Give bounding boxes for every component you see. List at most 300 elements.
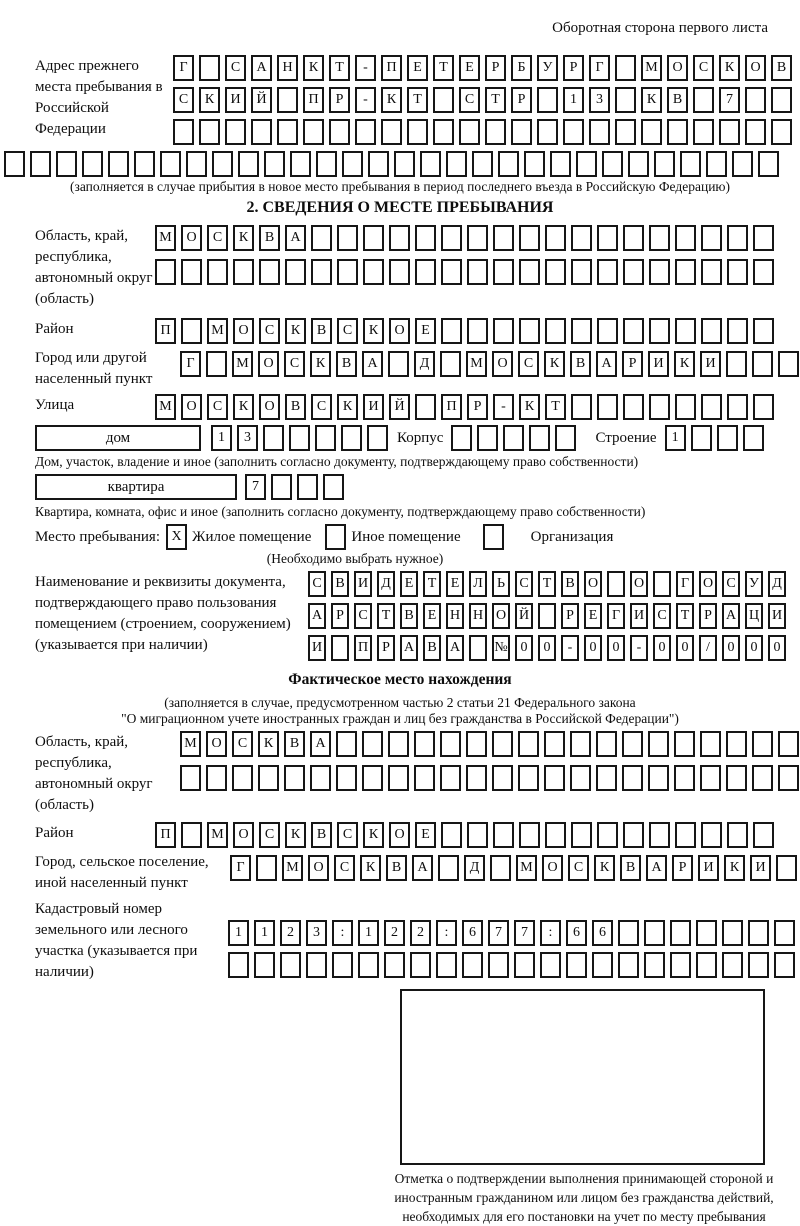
form-cell[interactable]: О: [181, 225, 202, 251]
form-cell[interactable]: С: [311, 394, 332, 420]
form-cell[interactable]: К: [719, 55, 740, 81]
form-cell[interactable]: П: [155, 318, 176, 344]
form-cell[interactable]: [753, 394, 774, 420]
form-cell[interactable]: [388, 765, 409, 791]
form-cell[interactable]: [524, 151, 545, 177]
form-cell[interactable]: И: [648, 351, 669, 377]
form-cell[interactable]: П: [303, 87, 324, 113]
form-cell[interactable]: И: [225, 87, 246, 113]
form-cell[interactable]: И: [768, 603, 786, 629]
form-cell[interactable]: [290, 151, 311, 177]
form-cell[interactable]: 3: [306, 920, 327, 946]
form-cell[interactable]: [670, 952, 691, 978]
form-cell[interactable]: 1: [358, 920, 379, 946]
form-cell[interactable]: [134, 151, 155, 177]
form-cell[interactable]: К: [519, 394, 540, 420]
form-cell[interactable]: [570, 731, 591, 757]
form-cell[interactable]: [477, 425, 498, 451]
form-cell[interactable]: К: [363, 318, 384, 344]
form-cell[interactable]: [727, 822, 748, 848]
form-cell[interactable]: [752, 351, 773, 377]
form-cell[interactable]: 0: [768, 635, 786, 661]
cadastre-row-2[interactable]: [228, 952, 800, 978]
form-cell[interactable]: [571, 394, 592, 420]
form-cell[interactable]: [571, 225, 592, 251]
form-cell[interactable]: [519, 259, 540, 285]
form-cell[interactable]: [726, 731, 747, 757]
form-cell[interactable]: [311, 259, 332, 285]
form-cell[interactable]: -: [355, 55, 376, 81]
form-cell[interactable]: [722, 920, 743, 946]
form-cell[interactable]: [537, 119, 558, 145]
form-cell[interactable]: [597, 394, 618, 420]
form-cell[interactable]: [415, 259, 436, 285]
form-cell[interactable]: [206, 351, 227, 377]
form-cell[interactable]: [503, 425, 524, 451]
form-cell[interactable]: Е: [415, 822, 436, 848]
form-cell[interactable]: [745, 119, 766, 145]
form-cell[interactable]: Р: [622, 351, 643, 377]
form-cell[interactable]: С: [337, 318, 358, 344]
form-cell[interactable]: [232, 765, 253, 791]
form-cell[interactable]: [674, 731, 695, 757]
form-cell[interactable]: Й: [515, 603, 533, 629]
form-cell[interactable]: [285, 259, 306, 285]
form-cell[interactable]: [155, 259, 176, 285]
form-cell[interactable]: И: [308, 635, 326, 661]
form-cell[interactable]: [316, 151, 337, 177]
form-cell[interactable]: [436, 952, 457, 978]
form-cell[interactable]: 1: [211, 425, 232, 451]
form-cell[interactable]: А: [285, 225, 306, 251]
form-cell[interactable]: [727, 259, 748, 285]
form-cell[interactable]: [701, 318, 722, 344]
form-cell[interactable]: [644, 920, 665, 946]
form-cell[interactable]: -: [630, 635, 648, 661]
form-cell[interactable]: С: [232, 731, 253, 757]
form-cell[interactable]: [173, 119, 194, 145]
form-cell[interactable]: [388, 731, 409, 757]
form-cell[interactable]: [199, 55, 220, 81]
form-cell[interactable]: К: [594, 855, 615, 881]
form-cell[interactable]: Р: [561, 603, 579, 629]
form-cell[interactable]: [727, 394, 748, 420]
form-cell[interactable]: [732, 151, 753, 177]
form-cell[interactable]: И: [630, 603, 648, 629]
form-cell[interactable]: Д: [768, 571, 786, 597]
form-cell[interactable]: Д: [414, 351, 435, 377]
form-cell[interactable]: Т: [538, 571, 556, 597]
form-cell[interactable]: [207, 259, 228, 285]
form-cell[interactable]: [648, 731, 669, 757]
form-cell[interactable]: В: [570, 351, 591, 377]
form-cell[interactable]: [674, 765, 695, 791]
form-cell[interactable]: [571, 259, 592, 285]
form-cell[interactable]: [529, 425, 550, 451]
form-cell[interactable]: [778, 765, 799, 791]
form-cell[interactable]: /: [699, 635, 717, 661]
form-cell[interactable]: [544, 765, 565, 791]
form-cell[interactable]: 3: [589, 87, 610, 113]
form-cell[interactable]: [388, 351, 409, 377]
form-cell[interactable]: [160, 151, 181, 177]
form-cell[interactable]: :: [540, 920, 561, 946]
form-cell[interactable]: Т: [329, 55, 350, 81]
form-cell[interactable]: [440, 351, 461, 377]
form-cell[interactable]: Е: [423, 603, 441, 629]
form-cell[interactable]: [675, 822, 696, 848]
form-cell[interactable]: 0: [653, 635, 671, 661]
form-cell[interactable]: В: [284, 731, 305, 757]
form-cell[interactable]: В: [423, 635, 441, 661]
form-cell[interactable]: [441, 225, 462, 251]
form-cell[interactable]: С: [173, 87, 194, 113]
form-cell[interactable]: [538, 603, 556, 629]
form-cell[interactable]: [108, 151, 129, 177]
form-cell[interactable]: [466, 731, 487, 757]
form-cell[interactable]: [563, 119, 584, 145]
form-cell[interactable]: Е: [584, 603, 602, 629]
form-cell[interactable]: С: [259, 318, 280, 344]
form-cell[interactable]: [727, 225, 748, 251]
form-cell[interactable]: О: [233, 318, 254, 344]
region-row-2[interactable]: [155, 259, 779, 285]
form-cell[interactable]: Н: [469, 603, 487, 629]
form-cell[interactable]: С: [207, 394, 228, 420]
form-cell[interactable]: [644, 952, 665, 978]
form-cell[interactable]: [607, 571, 625, 597]
form-cell[interactable]: [758, 151, 779, 177]
form-cell[interactable]: С: [284, 351, 305, 377]
form-cell[interactable]: [597, 259, 618, 285]
form-cell[interactable]: [4, 151, 25, 177]
form-cell[interactable]: В: [667, 87, 688, 113]
form-cell[interactable]: [363, 259, 384, 285]
fact-city-row[interactable]: [230, 855, 800, 881]
form-cell[interactable]: 0: [607, 635, 625, 661]
form-cell[interactable]: О: [233, 822, 254, 848]
form-cell[interactable]: Д: [377, 571, 395, 597]
form-cell[interactable]: [545, 822, 566, 848]
form-cell[interactable]: [518, 731, 539, 757]
form-cell[interactable]: [228, 952, 249, 978]
form-cell[interactable]: [696, 952, 717, 978]
form-cell[interactable]: [700, 731, 721, 757]
form-cell[interactable]: [550, 151, 571, 177]
form-cell[interactable]: В: [386, 855, 407, 881]
form-cell[interactable]: [336, 765, 357, 791]
form-cell[interactable]: Р: [485, 55, 506, 81]
form-cell[interactable]: [566, 952, 587, 978]
form-cell[interactable]: [440, 731, 461, 757]
form-cell[interactable]: [303, 119, 324, 145]
form-cell[interactable]: [753, 259, 774, 285]
form-cell[interactable]: [488, 952, 509, 978]
form-cell[interactable]: [264, 151, 285, 177]
fact-region-row-2[interactable]: [180, 765, 800, 791]
form-cell[interactable]: [615, 119, 636, 145]
form-cell[interactable]: [596, 731, 617, 757]
form-cell[interactable]: [592, 952, 613, 978]
form-cell[interactable]: [337, 259, 358, 285]
form-cell[interactable]: Й: [389, 394, 410, 420]
form-cell[interactable]: И: [750, 855, 771, 881]
form-cell[interactable]: [493, 822, 514, 848]
form-cell[interactable]: [675, 318, 696, 344]
form-cell[interactable]: Р: [377, 635, 395, 661]
form-cell[interactable]: [433, 87, 454, 113]
form-cell[interactable]: Р: [699, 603, 717, 629]
form-cell[interactable]: [653, 571, 671, 597]
form-cell[interactable]: 7: [488, 920, 509, 946]
form-cell[interactable]: С: [653, 603, 671, 629]
form-cell[interactable]: И: [700, 351, 721, 377]
form-cell[interactable]: [748, 920, 769, 946]
form-cell[interactable]: [381, 119, 402, 145]
form-cell[interactable]: Г: [607, 603, 625, 629]
form-cell[interactable]: [654, 151, 675, 177]
form-cell[interactable]: [514, 952, 535, 978]
form-cell[interactable]: [753, 225, 774, 251]
form-cell[interactable]: С: [518, 351, 539, 377]
form-cell[interactable]: И: [363, 394, 384, 420]
form-cell[interactable]: [297, 474, 318, 500]
form-cell[interactable]: [727, 318, 748, 344]
form-cell[interactable]: [771, 87, 792, 113]
form-cell[interactable]: [459, 119, 480, 145]
form-cell[interactable]: [467, 259, 488, 285]
form-cell[interactable]: [717, 425, 738, 451]
form-cell[interactable]: К: [285, 822, 306, 848]
form-cell[interactable]: [649, 259, 670, 285]
stay-type-checkbox-other[interactable]: [325, 524, 346, 550]
form-cell[interactable]: [410, 952, 431, 978]
form-cell[interactable]: [441, 259, 462, 285]
form-cell[interactable]: [206, 765, 227, 791]
form-cell[interactable]: [743, 425, 764, 451]
form-cell[interactable]: [618, 920, 639, 946]
form-cell[interactable]: [555, 425, 576, 451]
form-cell[interactable]: А: [412, 855, 433, 881]
form-cell[interactable]: Т: [423, 571, 441, 597]
district-row[interactable]: [155, 318, 779, 344]
form-cell[interactable]: С: [459, 87, 480, 113]
form-cell[interactable]: [394, 151, 415, 177]
form-cell[interactable]: С: [334, 855, 355, 881]
form-cell[interactable]: Е: [400, 571, 418, 597]
form-cell[interactable]: [315, 425, 336, 451]
form-cell[interactable]: [414, 731, 435, 757]
form-cell[interactable]: [570, 765, 591, 791]
form-cell[interactable]: [596, 765, 617, 791]
form-cell[interactable]: [719, 119, 740, 145]
form-cell[interactable]: Ь: [492, 571, 510, 597]
form-cell[interactable]: С: [308, 571, 326, 597]
form-cell[interactable]: В: [331, 571, 349, 597]
stay-type-checkbox-residential[interactable]: X: [166, 524, 187, 550]
form-cell[interactable]: О: [308, 855, 329, 881]
form-cell[interactable]: [649, 225, 670, 251]
form-cell[interactable]: В: [620, 855, 641, 881]
form-cell[interactable]: П: [155, 822, 176, 848]
form-cell[interactable]: П: [441, 394, 462, 420]
form-cell[interactable]: [186, 151, 207, 177]
form-cell[interactable]: [311, 225, 332, 251]
form-cell[interactable]: [597, 822, 618, 848]
form-cell[interactable]: [362, 765, 383, 791]
form-cell[interactable]: [337, 225, 358, 251]
form-cell[interactable]: [680, 151, 701, 177]
form-cell[interactable]: [358, 952, 379, 978]
form-cell[interactable]: [675, 225, 696, 251]
form-cell[interactable]: [771, 119, 792, 145]
form-cell[interactable]: М: [207, 318, 228, 344]
form-cell[interactable]: [589, 119, 610, 145]
form-cell[interactable]: 0: [584, 635, 602, 661]
stay-type-checkbox-organization[interactable]: [483, 524, 504, 550]
form-cell[interactable]: [691, 425, 712, 451]
form-cell[interactable]: Е: [446, 571, 464, 597]
form-cell[interactable]: [701, 822, 722, 848]
form-cell[interactable]: В: [259, 225, 280, 251]
form-cell[interactable]: [233, 259, 254, 285]
fact-region-row-1[interactable]: [180, 731, 800, 757]
form-cell[interactable]: [696, 920, 717, 946]
form-cell[interactable]: И: [354, 571, 372, 597]
form-cell[interactable]: [537, 87, 558, 113]
form-cell[interactable]: [310, 765, 331, 791]
form-cell[interactable]: [258, 765, 279, 791]
form-cell[interactable]: 1: [228, 920, 249, 946]
form-cell[interactable]: [622, 731, 643, 757]
form-cell[interactable]: К: [544, 351, 565, 377]
form-cell[interactable]: 1: [563, 87, 584, 113]
form-cell[interactable]: А: [400, 635, 418, 661]
form-cell[interactable]: -: [493, 394, 514, 420]
cadastre-row-1[interactable]: [228, 920, 800, 946]
form-cell[interactable]: [498, 151, 519, 177]
form-cell[interactable]: [355, 119, 376, 145]
form-cell[interactable]: О: [259, 394, 280, 420]
form-cell[interactable]: [342, 151, 363, 177]
form-cell[interactable]: О: [492, 351, 513, 377]
form-cell[interactable]: А: [308, 603, 326, 629]
apartment-row[interactable]: [245, 474, 349, 500]
form-cell[interactable]: Р: [563, 55, 584, 81]
form-cell[interactable]: С: [225, 55, 246, 81]
form-cell[interactable]: :: [436, 920, 457, 946]
form-cell[interactable]: О: [389, 318, 410, 344]
form-cell[interactable]: [693, 87, 714, 113]
prev-address-row-2[interactable]: [173, 87, 797, 113]
form-cell[interactable]: П: [381, 55, 402, 81]
form-cell[interactable]: К: [641, 87, 662, 113]
form-cell[interactable]: В: [771, 55, 792, 81]
form-cell[interactable]: [415, 394, 436, 420]
fact-district-row[interactable]: [155, 822, 779, 848]
form-cell[interactable]: Р: [672, 855, 693, 881]
form-cell[interactable]: Р: [331, 603, 349, 629]
form-cell[interactable]: К: [724, 855, 745, 881]
prev-address-row-1[interactable]: [173, 55, 797, 81]
form-cell[interactable]: [251, 119, 272, 145]
form-cell[interactable]: 0: [745, 635, 763, 661]
form-cell[interactable]: Е: [459, 55, 480, 81]
form-cell[interactable]: [602, 151, 623, 177]
form-cell[interactable]: [615, 87, 636, 113]
form-cell[interactable]: А: [722, 603, 740, 629]
form-cell[interactable]: [384, 952, 405, 978]
doc-row-2[interactable]: [308, 603, 791, 629]
form-cell[interactable]: [722, 952, 743, 978]
form-cell[interactable]: Г: [589, 55, 610, 81]
form-cell[interactable]: К: [258, 731, 279, 757]
form-cell[interactable]: [280, 952, 301, 978]
form-cell[interactable]: М: [155, 225, 176, 251]
form-cell[interactable]: А: [646, 855, 667, 881]
form-cell[interactable]: [256, 855, 277, 881]
form-cell[interactable]: У: [537, 55, 558, 81]
form-cell[interactable]: К: [303, 55, 324, 81]
form-cell[interactable]: :: [332, 920, 353, 946]
form-cell[interactable]: О: [206, 731, 227, 757]
form-cell[interactable]: К: [360, 855, 381, 881]
form-cell[interactable]: Т: [676, 603, 694, 629]
form-cell[interactable]: [597, 225, 618, 251]
form-cell[interactable]: В: [311, 318, 332, 344]
prev-address-row-3[interactable]: [173, 119, 797, 145]
form-cell[interactable]: [433, 119, 454, 145]
form-cell[interactable]: [649, 318, 670, 344]
form-cell[interactable]: Е: [415, 318, 436, 344]
form-cell[interactable]: 1: [254, 920, 275, 946]
form-cell[interactable]: А: [251, 55, 272, 81]
form-cell[interactable]: [623, 822, 644, 848]
form-cell[interactable]: [441, 822, 462, 848]
form-cell[interactable]: Т: [377, 603, 395, 629]
form-cell[interactable]: 6: [566, 920, 587, 946]
form-cell[interactable]: [774, 920, 795, 946]
form-cell[interactable]: [56, 151, 77, 177]
form-cell[interactable]: [415, 225, 436, 251]
form-cell[interactable]: [545, 259, 566, 285]
form-cell[interactable]: [199, 119, 220, 145]
form-cell[interactable]: [181, 259, 202, 285]
form-cell[interactable]: [726, 351, 747, 377]
form-cell[interactable]: К: [337, 394, 358, 420]
form-cell[interactable]: О: [667, 55, 688, 81]
form-cell[interactable]: О: [181, 394, 202, 420]
form-cell[interactable]: [628, 151, 649, 177]
form-cell[interactable]: -: [355, 87, 376, 113]
form-cell[interactable]: [271, 474, 292, 500]
form-cell[interactable]: [622, 765, 643, 791]
form-cell[interactable]: О: [542, 855, 563, 881]
form-cell[interactable]: [485, 119, 506, 145]
form-cell[interactable]: С: [354, 603, 372, 629]
doc-row-1[interactable]: [308, 571, 791, 597]
house-number-row[interactable]: [211, 425, 393, 451]
form-cell[interactable]: [571, 318, 592, 344]
form-cell[interactable]: [623, 259, 644, 285]
form-cell[interactable]: [623, 225, 644, 251]
form-cell[interactable]: Д: [464, 855, 485, 881]
form-cell[interactable]: [259, 259, 280, 285]
form-cell[interactable]: [753, 318, 774, 344]
form-cell[interactable]: Г: [173, 55, 194, 81]
form-cell[interactable]: [472, 151, 493, 177]
form-cell[interactable]: К: [199, 87, 220, 113]
